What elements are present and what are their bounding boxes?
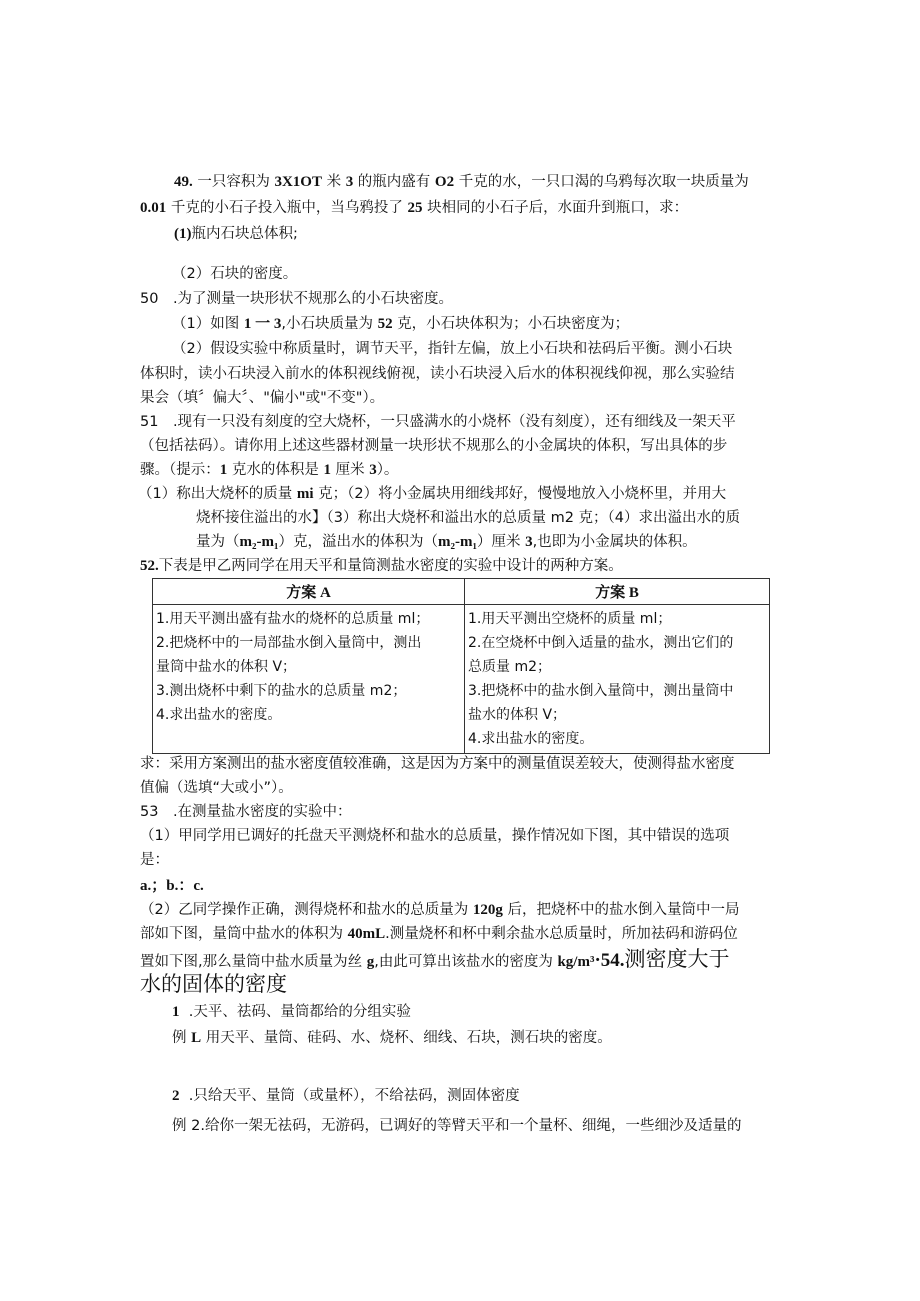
plan-comparison-table — [152, 578, 770, 754]
example-1: 例 L 用天平、量筒、硅码、水、烧杯、细线、石块，测石块的密度。 — [172, 1030, 612, 1046]
q50-sub-2-line-1: （2）假设实验中称质量时，调节天平，指针左偏，放上小石块和祛码后平衡。测小石块 — [172, 341, 733, 357]
q50-sub-2-line-3: 果会（填〞偏大〞、"偏小"或"不变"）。 — [140, 390, 385, 406]
plan-a-step: 2.把烧杯中的一局部盐水倒入量筒中，测出 — [156, 635, 422, 651]
q51-answer-line-1: （1）称出大烧杯的质量 mi 克；（2）将小金属块用细线邦好，慢慢地放入小烧杯里，并用大 — [138, 486, 727, 502]
section-heading-dense-solid: 水的固体的密度 — [140, 972, 287, 996]
q51-answer-line-2: 烧杯接住溢出的水】（3）称出大烧杯和溢出水的总质量 m2 克；（4）求出溢出水的质 — [196, 510, 741, 526]
plan-a-step: 3.测出烧杯中剩下的盐水的总质量 m2； — [156, 683, 407, 699]
q53-sub-2-line-3: 置如下图,那么量筒中盐水质量为丝 g,由此可算出该盐水的密度为 kg/m³·54.测密度大于 — [140, 947, 730, 971]
q52-question-line-1: 求：采用方案测出的盐水密度值较准确，这是因为方案中的测量值误差较大，使测得盐水密度 — [140, 756, 735, 772]
q50-sub-2-line-2: 体积时，读小石块浸入前水的体积视线俯视，读小石块浸入后水的体积视线仰视，那么实验结 — [140, 366, 735, 382]
q51-line-3: 骤。（提示：1 克水的体积是 1 厘米 3）。 — [140, 462, 399, 478]
q53-options: a.；b.：c. — [140, 878, 204, 894]
example-2: 例 2.给你一架无祛码，无游码，已调好的等臂天平和一个量杯、细绳，一些细沙及适量的 — [172, 1118, 742, 1134]
q53-sub-1-line-1: （1）甲同学用已调好的托盘天平测烧杯和盐水的总质量，操作情况如下图，其中错误的选项 — [140, 828, 730, 844]
plan-b-step: 1.用天平测出空烧杯的质量 ml； — [468, 611, 672, 627]
q53-sub-2-line-1: （2）乙同学操作正确，测得烧杯和盐水的总质量为 120g 后，把烧杯中的盐水倒入量筒中一局 — [140, 902, 740, 918]
q51-line-1: 51 .现有一只没有刻度的空大烧杯，一只盛满水的小烧杯（没有刻度），还有细线及一架天平 — [140, 414, 736, 430]
method-2-heading: 2 .只给天平、量筒（或量杯），不给祛码，测固体密度 — [172, 1088, 520, 1104]
q53-sub-1-line-2: 是： — [140, 852, 169, 868]
q53-heading: 53 .在测量盐水密度的实验中： — [140, 804, 352, 820]
plan-a-step: 量筒中盐水的体积 V； — [156, 659, 297, 675]
q52-question-line-2: 值偏（选填“大或小”）。 — [140, 780, 293, 796]
q49-sub-2: （2）石块的密度。 — [172, 266, 298, 282]
q53-sub-2-line-2: 部如下图，量筒中盐水的体积为 40mL.测量烧杯和杯中剩余盐水总质量时，所加祛码和游码位 — [140, 926, 738, 942]
q52-intro: 52.下表是甲乙两同学在用天平和量筒测盐水密度的实验中设计的两种方案。 — [140, 558, 623, 574]
plan-a-step: 1.用天平测出盛有盐水的烧杯的总质量 ml； — [156, 611, 430, 627]
plan-b-step: 盐水的体积 V； — [468, 707, 567, 723]
q50-sub-1: （1）如图 1 一 3,小石块质量为 52 克，小石块体积为；小石块密度为； — [172, 316, 630, 332]
plan-b-header: 方案 B — [465, 579, 770, 605]
table-row — [153, 605, 770, 754]
plan-a-steps — [153, 605, 465, 754]
plan-a-step: 4.求出盐水的密度。 — [156, 707, 282, 723]
plan-b-step: 总质量 m2； — [468, 659, 551, 675]
plan-b-steps — [465, 605, 770, 754]
q49-line-1: 49. 一只容积为 3X1OT 米 3 的瓶内盛有 O2 千克的水，一只口渴的乌鸦每次取一块质量为 — [174, 174, 749, 190]
plan-b-step: 4.求出盐水的密度。 — [468, 731, 594, 747]
q51-line-2: （包括祛码）。请你用上述这些器材测量一块形状不规那么的小金属块的体积，写出具体的步 — [140, 438, 728, 454]
plan-b-step: 3.把烧杯中的盐水倒入量筒中，测出量筒中 — [468, 683, 734, 699]
plan-b-step: 2.在空烧杯中倒入适量的盐水，测出它们的 — [468, 635, 734, 651]
q50-heading: 50 .为了测量一块形状不规那么的小石块密度。 — [140, 291, 454, 307]
plan-a-header: 方案 A — [153, 579, 465, 605]
q49-line-2: 0.01 千克的小石子投入瓶中，当乌鸦投了 25 块相同的小石子后，水面升到瓶口，求： — [140, 200, 689, 216]
q51-answer-line-3: 量为（m₂-m₁）克，溢出水的体积为（m₂-m₁）厘米 3,也即为小金属块的体积。 — [196, 534, 697, 550]
method-1-heading: 1 .天平、祛码、量筒都给的分组实验 — [172, 1004, 411, 1020]
table-header-row — [153, 579, 770, 605]
q49-sub-1: (1)瓶内石块总体积; — [174, 226, 298, 242]
